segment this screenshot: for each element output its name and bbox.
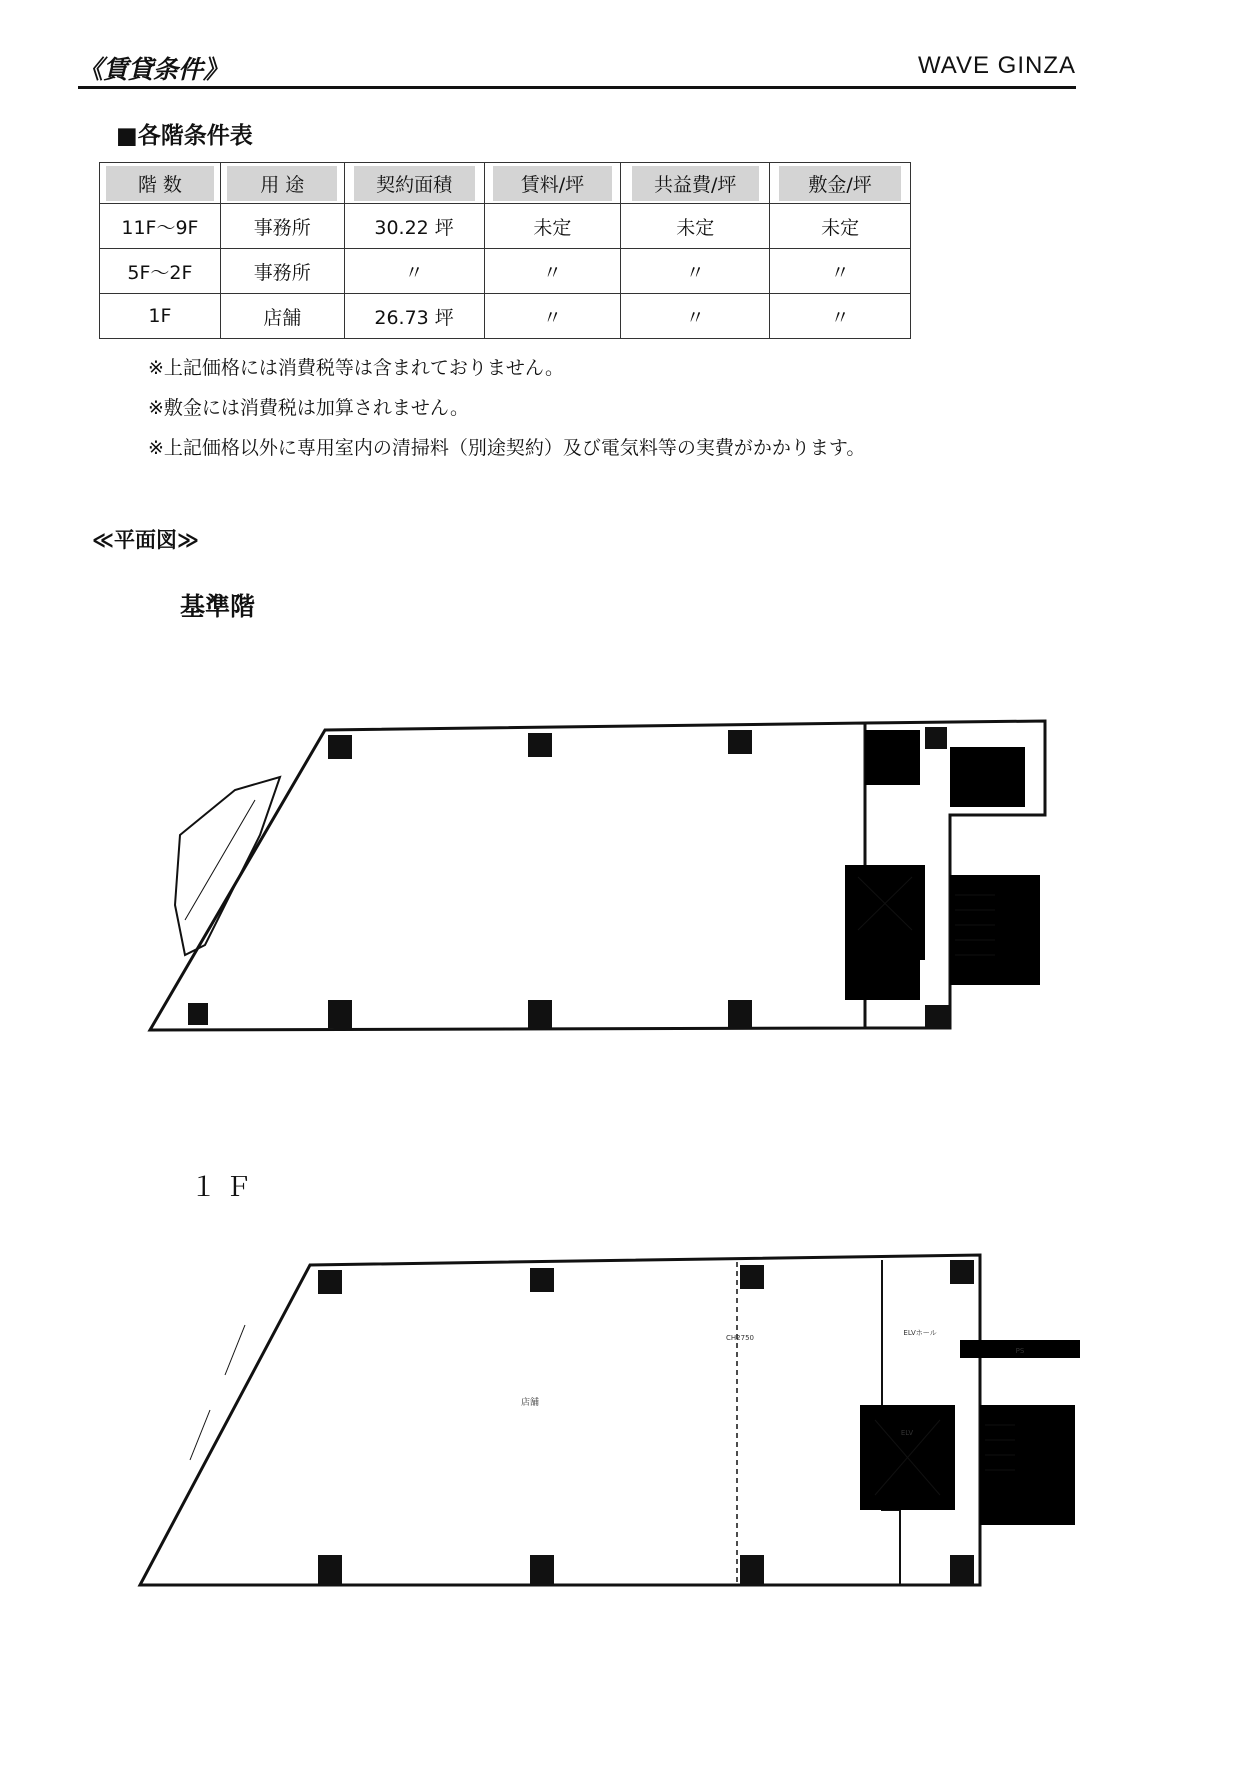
column bbox=[530, 1555, 554, 1585]
floor-plan-title: ≪平面図≫ bbox=[92, 528, 199, 552]
standard-floor-plan bbox=[140, 705, 1070, 1035]
column bbox=[925, 1005, 949, 1029]
kitchenette bbox=[845, 960, 920, 1000]
header-cell: 敷金/坪 bbox=[770, 163, 911, 204]
note-item: ※上記価格には消費税等は含まれておりません。 bbox=[148, 357, 565, 379]
standard-floor-label: 基準階 bbox=[180, 592, 256, 621]
balcony-outline bbox=[175, 777, 280, 955]
column bbox=[528, 733, 552, 757]
table-cell: 〃 bbox=[484, 294, 621, 339]
table-row bbox=[100, 249, 911, 294]
table-cell: 未定 bbox=[484, 204, 621, 249]
first-floor-label: １Ｆ bbox=[190, 1172, 260, 1203]
column bbox=[318, 1555, 342, 1585]
balcony-line bbox=[185, 800, 255, 920]
header-cell: 共益費/坪 bbox=[621, 163, 770, 204]
table-cell: 〃 bbox=[770, 294, 911, 339]
note-item: ※敷金には消費税は加算されません。 bbox=[148, 397, 470, 419]
header-cell: 用 途 bbox=[220, 163, 344, 204]
notes bbox=[148, 354, 865, 474]
table-cell: 未定 bbox=[770, 204, 911, 249]
column bbox=[740, 1555, 764, 1585]
table-cell: 未定 bbox=[621, 204, 770, 249]
ps-label: PS bbox=[1015, 1347, 1025, 1355]
table-cell: 〃 bbox=[621, 249, 770, 294]
stair bbox=[980, 1405, 1075, 1525]
ceiling-height-label: CH2750 bbox=[726, 1334, 754, 1342]
building-name: WAVE GINZA bbox=[917, 52, 1076, 79]
conditions-table bbox=[99, 162, 911, 339]
note-item: ※上記価格以外に専用室内の清掃料（別途契約）及び電気料等の実費がかかります。 bbox=[148, 437, 866, 459]
shop-label: 店舗 bbox=[520, 1398, 540, 1408]
table-cell: 5F～2F bbox=[100, 249, 221, 294]
header-cell: 賃料/坪 bbox=[484, 163, 621, 204]
elevator-shaft bbox=[845, 865, 925, 960]
door-swing bbox=[190, 1410, 210, 1460]
section-title: ■各階条件表 bbox=[116, 123, 253, 149]
column bbox=[950, 1555, 974, 1585]
toilet-room bbox=[950, 747, 1025, 807]
column bbox=[950, 1260, 974, 1284]
page-header bbox=[78, 44, 1076, 89]
column bbox=[328, 735, 352, 759]
table-header-row bbox=[100, 163, 911, 204]
table-cell: 11F～9F bbox=[100, 204, 221, 249]
header-cell: 階 数 bbox=[100, 163, 221, 204]
column bbox=[318, 1270, 342, 1294]
column bbox=[740, 1265, 764, 1289]
stair bbox=[950, 875, 1040, 985]
column bbox=[728, 1000, 752, 1028]
table-cell: 〃 bbox=[344, 249, 484, 294]
table-cell: 事務所 bbox=[220, 249, 344, 294]
column bbox=[528, 1000, 552, 1028]
shop-floor-outline bbox=[140, 1255, 980, 1585]
table-cell: 1F bbox=[100, 294, 221, 339]
elv-hall-label: ELVホール bbox=[903, 1329, 937, 1337]
elv-label: ELV bbox=[900, 1429, 914, 1437]
table-cell: 〃 bbox=[770, 249, 911, 294]
column bbox=[188, 1003, 208, 1025]
first-floor-plan bbox=[130, 1250, 1110, 1600]
column bbox=[328, 1000, 352, 1028]
column bbox=[728, 730, 752, 754]
table-cell: 26.73 坪 bbox=[344, 294, 484, 339]
office-floor-outline bbox=[150, 723, 865, 1030]
column bbox=[925, 727, 947, 749]
table-cell: 〃 bbox=[621, 294, 770, 339]
document-title: 《賃貸条件》 bbox=[78, 55, 229, 84]
toilet-room bbox=[865, 730, 920, 785]
table-row bbox=[100, 204, 911, 249]
table-cell: 30.22 坪 bbox=[344, 204, 484, 249]
table-cell: 〃 bbox=[484, 249, 621, 294]
table-cell: 店舗 bbox=[220, 294, 344, 339]
door-swing bbox=[225, 1325, 245, 1375]
table-row bbox=[100, 294, 911, 339]
header-cell: 契約面積 bbox=[344, 163, 484, 204]
table-cell: 事務所 bbox=[220, 204, 344, 249]
column bbox=[530, 1268, 554, 1292]
